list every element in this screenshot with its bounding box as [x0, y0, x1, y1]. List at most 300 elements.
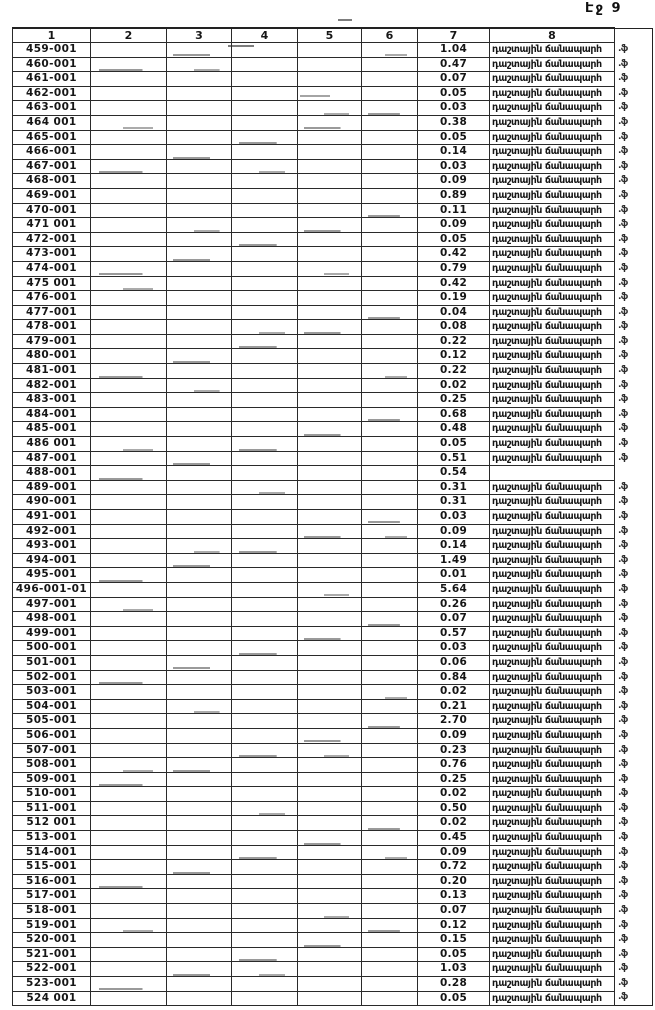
- empty-cell: [298, 714, 362, 729]
- empty-cell: [91, 889, 167, 904]
- parcel-id-cell: 522-001: [13, 962, 91, 977]
- empty-cell: [232, 758, 298, 773]
- table-row: [13, 743, 653, 758]
- empty-cell: [362, 699, 418, 714]
- area-value-cell: 0.03: [418, 101, 490, 116]
- clipped-text-fragment: .ֆ: [618, 277, 628, 288]
- empty-cell: [91, 188, 167, 203]
- land-type-cell: դաշտային ճանապարհ: [490, 320, 615, 335]
- empty-cell: [167, 801, 232, 816]
- empty-cell: [167, 612, 232, 627]
- land-type-cell: դաշտային ճանապարհ: [490, 626, 615, 641]
- empty-cell: [167, 159, 232, 174]
- empty-cell: [91, 261, 167, 276]
- parcel-id-cell: 471 001: [13, 218, 91, 233]
- empty-cell: [232, 247, 298, 262]
- empty-cell: [167, 772, 232, 787]
- empty-cell: [298, 72, 362, 87]
- clipped-text-fragment: .ֆ: [618, 131, 628, 142]
- clipped-text-fragment: .ֆ: [618, 292, 628, 303]
- empty-cell: [167, 510, 232, 525]
- empty-cell: [91, 816, 167, 831]
- land-type-cell: դաշտային ճանապարհ: [490, 510, 615, 525]
- clipped-text-fragment: .ֆ: [618, 87, 628, 98]
- empty-cell: [298, 772, 362, 787]
- empty-cell: [167, 393, 232, 408]
- parcel-id-cell: 463-001: [13, 101, 91, 116]
- empty-cell: [362, 437, 418, 452]
- parcel-id-cell: 521-001: [13, 947, 91, 962]
- empty-cell: [298, 860, 362, 875]
- empty-cell: [362, 845, 418, 860]
- parcel-id-cell: 507-001: [13, 743, 91, 758]
- empty-cell: [167, 495, 232, 510]
- land-type-cell: դաշտային ճանապարհ: [490, 612, 615, 627]
- clipped-text-fragment: .ֆ: [618, 73, 628, 84]
- empty-cell: [362, 57, 418, 72]
- area-value-cell: 0.25: [418, 772, 490, 787]
- empty-cell: [91, 159, 167, 174]
- clipped-text-fragment: .ֆ: [618, 642, 628, 653]
- empty-cell: [91, 539, 167, 554]
- empty-cell: [298, 655, 362, 670]
- area-value-cell: 0.06: [418, 655, 490, 670]
- land-type-cell: դաշտային ճանապարհ: [490, 480, 615, 495]
- parcel-id-cell: 478-001: [13, 320, 91, 335]
- empty-cell: [167, 787, 232, 802]
- empty-cell: [298, 101, 362, 116]
- empty-cell: [91, 947, 167, 962]
- empty-cell: [91, 904, 167, 919]
- empty-cell: [362, 364, 418, 379]
- area-value-cell: 0.12: [418, 918, 490, 933]
- empty-cell: [298, 874, 362, 889]
- land-type-cell: դաշտային ճանապարհ: [490, 422, 615, 437]
- empty-cell: [232, 101, 298, 116]
- clipped-text-fragment: .ֆ: [618, 204, 628, 215]
- land-type-cell: դաշտային ճանապարհ: [490, 261, 615, 276]
- empty-cell: [167, 466, 232, 481]
- clipped-text-fragment: .ֆ: [618, 262, 628, 273]
- land-type-cell: դաշտային ճանապարհ: [490, 743, 615, 758]
- area-value-cell: 0.03: [418, 641, 490, 656]
- empty-cell: [167, 947, 232, 962]
- area-value-cell: 0.25: [418, 393, 490, 408]
- empty-cell: [91, 145, 167, 160]
- parcel-id-cell: 509-001: [13, 772, 91, 787]
- empty-cell: [232, 991, 298, 1006]
- column-header-1: 1: [13, 28, 91, 43]
- land-type-cell: դաշտային ճանապարհ: [490, 145, 615, 160]
- empty-cell: [167, 568, 232, 583]
- empty-cell: [298, 582, 362, 597]
- land-type-cell: դաշտային ճանապարհ: [490, 670, 615, 685]
- area-value-cell: 0.03: [418, 510, 490, 525]
- empty-cell: [298, 831, 362, 846]
- empty-cell: [91, 174, 167, 189]
- empty-cell: [91, 72, 167, 87]
- area-value-cell: 0.84: [418, 670, 490, 685]
- parcel-id-cell: 459-001: [13, 43, 91, 58]
- table-row: [13, 218, 653, 233]
- empty-cell: [362, 145, 418, 160]
- empty-cell: [232, 378, 298, 393]
- empty-cell: [232, 889, 298, 904]
- clipped-text-fragment: .ֆ: [618, 671, 628, 682]
- parcel-id-cell: 482-001: [13, 378, 91, 393]
- table-row: [13, 641, 653, 656]
- empty-cell: [232, 203, 298, 218]
- empty-cell: [298, 641, 362, 656]
- empty-cell: [232, 524, 298, 539]
- empty-cell: [167, 378, 232, 393]
- empty-cell: [298, 685, 362, 700]
- empty-cell: [232, 772, 298, 787]
- empty-cell: [232, 422, 298, 437]
- empty-cell: [362, 320, 418, 335]
- empty-cell: [298, 801, 362, 816]
- empty-cell: [167, 261, 232, 276]
- empty-cell: [232, 305, 298, 320]
- empty-cell: [167, 597, 232, 612]
- clipped-text-fragment: .ֆ: [618, 116, 628, 127]
- table-row: [13, 232, 653, 247]
- land-type-cell: դաշտային ճանապարհ: [490, 787, 615, 802]
- empty-cell: [91, 466, 167, 481]
- empty-cell: [232, 743, 298, 758]
- parcel-id-cell: 484-001: [13, 407, 91, 422]
- area-value-cell: 0.21: [418, 699, 490, 714]
- area-value-cell: 0.72: [418, 860, 490, 875]
- empty-cell: [298, 364, 362, 379]
- land-type-cell: դաշտային ճանապարհ: [490, 991, 615, 1006]
- empty-cell: [362, 393, 418, 408]
- parcel-id-cell: 492-001: [13, 524, 91, 539]
- empty-cell: [167, 291, 232, 306]
- empty-cell: [298, 787, 362, 802]
- empty-cell: [167, 889, 232, 904]
- clipped-text-fragment: .ֆ: [618, 525, 628, 536]
- parcel-id-cell: 503-001: [13, 685, 91, 700]
- empty-cell: [232, 159, 298, 174]
- empty-cell: [232, 232, 298, 247]
- empty-cell: [298, 626, 362, 641]
- column-header-7: 7: [418, 28, 490, 43]
- parcel-id-cell: 489-001: [13, 480, 91, 495]
- area-value-cell: 0.23: [418, 743, 490, 758]
- column-header-8: 8: [490, 28, 615, 43]
- empty-cell: [167, 451, 232, 466]
- parcel-id-cell: 516-001: [13, 874, 91, 889]
- empty-cell: [232, 43, 298, 58]
- empty-cell: [91, 115, 167, 130]
- empty-cell: [362, 904, 418, 919]
- land-type-cell: դաշտային ճանապարհ: [490, 364, 615, 379]
- clipped-text-fragment: .ֆ: [618, 817, 628, 828]
- empty-cell: [298, 291, 362, 306]
- area-value-cell: 0.31: [418, 495, 490, 510]
- empty-cell: [91, 758, 167, 773]
- empty-cell: [362, 816, 418, 831]
- table-row: [13, 568, 653, 583]
- empty-cell: [362, 641, 418, 656]
- clipped-text-fragment: .ֆ: [618, 438, 628, 449]
- empty-cell: [232, 407, 298, 422]
- table-row: [13, 159, 653, 174]
- empty-cell: [232, 393, 298, 408]
- clipped-text-fragment: .ֆ: [618, 700, 628, 711]
- table-row: [13, 334, 653, 349]
- parcel-id-cell: 510-001: [13, 787, 91, 802]
- clipped-text-fragment: .ֆ: [618, 335, 628, 346]
- clipped-text-fragment: .ֆ: [618, 540, 628, 551]
- table-row: [13, 101, 653, 116]
- table-row: [13, 787, 653, 802]
- empty-cell: [298, 407, 362, 422]
- empty-cell: [362, 918, 418, 933]
- table-row: [13, 174, 653, 189]
- area-value-cell: 0.05: [418, 232, 490, 247]
- clipped-text-fragment: .ֆ: [618, 963, 628, 974]
- land-type-cell: դաշտային ճանապարհ: [490, 247, 615, 262]
- empty-cell: [91, 524, 167, 539]
- clipped-text-fragment: .ֆ: [618, 379, 628, 390]
- empty-cell: [167, 437, 232, 452]
- empty-cell: [232, 364, 298, 379]
- parcel-id-cell: 467-001: [13, 159, 91, 174]
- land-type-cell: դաշտային ճանապարհ: [490, 159, 615, 174]
- empty-cell: [362, 612, 418, 627]
- empty-cell: [232, 510, 298, 525]
- clipped-text-fragment: .ֆ: [618, 846, 628, 857]
- land-type-cell: դաշտային ճանապարհ: [490, 758, 615, 773]
- empty-cell: [167, 130, 232, 145]
- clipped-text-fragment: .ֆ: [618, 306, 628, 317]
- empty-cell: [167, 349, 232, 364]
- empty-cell: [232, 451, 298, 466]
- empty-cell: [167, 977, 232, 992]
- empty-cell: [232, 86, 298, 101]
- empty-cell: [232, 947, 298, 962]
- empty-cell: [91, 510, 167, 525]
- area-value-cell: 0.03: [418, 159, 490, 174]
- empty-cell: [232, 728, 298, 743]
- area-value-cell: 0.28: [418, 977, 490, 992]
- table-row: [13, 860, 653, 875]
- empty-cell: [362, 101, 418, 116]
- clipped-text-fragment: .ֆ: [618, 934, 628, 945]
- area-value-cell: 1.49: [418, 553, 490, 568]
- clipped-text-fragment: [615, 466, 653, 481]
- land-type-cell: դաշտային ճանապարհ: [490, 918, 615, 933]
- empty-cell: [298, 466, 362, 481]
- empty-cell: [91, 831, 167, 846]
- empty-cell: [91, 305, 167, 320]
- table-row: [13, 378, 653, 393]
- empty-cell: [91, 203, 167, 218]
- empty-cell: [167, 714, 232, 729]
- land-type-cell: դաշտային ճանապարհ: [490, 524, 615, 539]
- empty-cell: [167, 655, 232, 670]
- area-value-cell: 0.02: [418, 685, 490, 700]
- parcel-id-cell: 476-001: [13, 291, 91, 306]
- area-value-cell: 0.57: [418, 626, 490, 641]
- land-type-cell: դաշտային ճանապարհ: [490, 130, 615, 145]
- table-row: [13, 772, 653, 787]
- parcel-id-cell: 494-001: [13, 553, 91, 568]
- empty-cell: [298, 393, 362, 408]
- area-value-cell: 0.02: [418, 378, 490, 393]
- empty-cell: [232, 495, 298, 510]
- empty-cell: [298, 130, 362, 145]
- clipped-text-fragment: .ֆ: [618, 919, 628, 930]
- area-value-cell: 0.22: [418, 334, 490, 349]
- parcel-id-cell: 524 001: [13, 991, 91, 1006]
- empty-cell: [91, 86, 167, 101]
- empty-cell: [232, 174, 298, 189]
- clipped-text-fragment: .ֆ: [618, 875, 628, 886]
- parcel-id-cell: 519-001: [13, 918, 91, 933]
- empty-cell: [91, 860, 167, 875]
- empty-cell: [298, 845, 362, 860]
- land-type-cell: դաշտային ճանապարհ: [490, 568, 615, 583]
- area-value-cell: 0.54: [418, 466, 490, 481]
- table-row: [13, 86, 653, 101]
- table-row: [13, 962, 653, 977]
- table-row: [13, 991, 653, 1006]
- empty-cell: [362, 597, 418, 612]
- table-row: [13, 495, 653, 510]
- parcel-id-cell: 518-001: [13, 904, 91, 919]
- empty-cell: [232, 962, 298, 977]
- empty-cell: [91, 422, 167, 437]
- column-header-5: 5: [298, 28, 362, 43]
- land-type-cell: դաշտային ճանապարհ: [490, 101, 615, 116]
- area-value-cell: 0.79: [418, 261, 490, 276]
- empty-cell: [91, 728, 167, 743]
- area-value-cell: 0.68: [418, 407, 490, 422]
- empty-cell: [91, 655, 167, 670]
- empty-cell: [91, 699, 167, 714]
- empty-cell: [167, 845, 232, 860]
- empty-cell: [298, 670, 362, 685]
- table-row: [13, 918, 653, 933]
- empty-cell: [91, 232, 167, 247]
- land-type-cell: դաշտային ճանապարհ: [490, 451, 615, 466]
- empty-cell: [167, 816, 232, 831]
- table-row: [13, 393, 653, 408]
- empty-cell: [91, 553, 167, 568]
- empty-cell: [362, 43, 418, 58]
- parcel-id-cell: 491-001: [13, 510, 91, 525]
- empty-cell: [298, 904, 362, 919]
- table-row: [13, 422, 653, 437]
- empty-cell: [362, 772, 418, 787]
- table-row: [13, 831, 653, 846]
- clipped-text-fragment: .ֆ: [618, 802, 628, 813]
- parcel-id-cell: 493-001: [13, 539, 91, 554]
- empty-cell: [298, 495, 362, 510]
- area-value-cell: 0.13: [418, 889, 490, 904]
- clipped-text-fragment: .ֆ: [618, 773, 628, 784]
- empty-cell: [91, 480, 167, 495]
- table-row: [13, 261, 653, 276]
- empty-cell: [91, 349, 167, 364]
- parcel-id-cell: 520-001: [13, 933, 91, 948]
- empty-cell: [167, 101, 232, 116]
- empty-cell: [232, 130, 298, 145]
- empty-cell: [362, 874, 418, 889]
- clipped-text-fragment: .ֆ: [618, 423, 628, 434]
- area-value-cell: 0.45: [418, 831, 490, 846]
- empty-cell: [298, 232, 362, 247]
- clipped-text-fragment: .ֆ: [618, 948, 628, 959]
- empty-cell: [298, 115, 362, 130]
- empty-cell: [362, 626, 418, 641]
- empty-cell: [298, 568, 362, 583]
- clipped-text-fragment: .ֆ: [618, 452, 628, 463]
- empty-cell: [91, 320, 167, 335]
- area-value-cell: 0.14: [418, 539, 490, 554]
- empty-cell: [91, 714, 167, 729]
- table-row: [13, 364, 653, 379]
- table-row: [13, 43, 653, 58]
- empty-cell: [362, 203, 418, 218]
- empty-cell: [362, 247, 418, 262]
- table-row: [13, 451, 653, 466]
- empty-cell: [167, 480, 232, 495]
- clipped-text-fragment: .ֆ: [618, 686, 628, 697]
- empty-cell: [232, 816, 298, 831]
- empty-cell: [91, 612, 167, 627]
- clipped-text-fragment: .ֆ: [618, 656, 628, 667]
- table-row: [13, 655, 653, 670]
- parcel-id-cell: 486 001: [13, 437, 91, 452]
- empty-cell: [362, 466, 418, 481]
- empty-cell: [167, 334, 232, 349]
- clipped-text-fragment: .ֆ: [618, 350, 628, 361]
- area-value-cell: 0.26: [418, 597, 490, 612]
- empty-cell: [298, 57, 362, 72]
- empty-cell: [298, 218, 362, 233]
- empty-cell: [91, 845, 167, 860]
- empty-cell: [362, 524, 418, 539]
- table-row: [13, 510, 653, 525]
- empty-cell: [232, 655, 298, 670]
- empty-cell: [91, 933, 167, 948]
- area-value-cell: 0.05: [418, 86, 490, 101]
- empty-cell: [362, 422, 418, 437]
- area-value-cell: 0.05: [418, 991, 490, 1006]
- clipped-text-fragment: .ֆ: [618, 832, 628, 843]
- parcel-id-cell: 485-001: [13, 422, 91, 437]
- margin-spacer: [615, 28, 653, 43]
- empty-cell: [167, 232, 232, 247]
- empty-cell: [362, 685, 418, 700]
- clipped-text-fragment: .ֆ: [618, 905, 628, 916]
- empty-cell: [167, 991, 232, 1006]
- table-row: [13, 291, 653, 306]
- parcel-id-cell: 513-001: [13, 831, 91, 846]
- empty-cell: [362, 568, 418, 583]
- land-type-cell: դաշտային ճանապարհ: [490, 276, 615, 291]
- empty-cell: [362, 831, 418, 846]
- empty-cell: [167, 364, 232, 379]
- column-header-3: 3: [167, 28, 232, 43]
- empty-cell: [91, 364, 167, 379]
- empty-cell: [232, 72, 298, 87]
- empty-cell: [232, 553, 298, 568]
